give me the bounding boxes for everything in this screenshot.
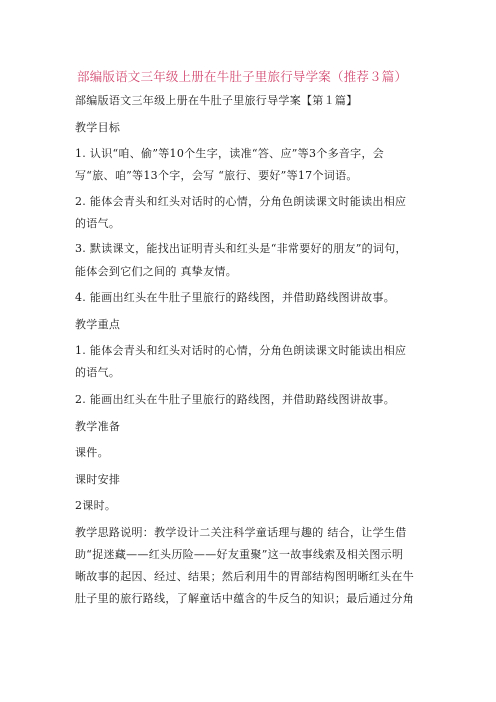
text-line: 教学重点	[75, 318, 121, 331]
text-line: 3. 默读课文，能找出证明青头和红头是“非常要好的朋友”的词句，	[75, 242, 407, 255]
text-line: 教学目标	[75, 121, 121, 134]
text-line: 助“捉迷藏——红头历险——好友重聚”这一故事线索及相关图示明	[75, 548, 404, 561]
text-line: 课件。	[75, 446, 109, 459]
text-line: 1. 认识“咱、偷”等10个生字，读准“答、应”等3个多音字，会	[75, 147, 385, 160]
text-line: 能体会到它们之间的 真挚友情。	[75, 265, 237, 278]
text-line: 的语气。	[75, 217, 121, 230]
text-line: 课时安排	[75, 473, 121, 486]
text-line: 1. 能体会青头和红头对话时的心情，分角色朗读课文时能读出相应	[75, 344, 407, 357]
text-line: 晰故事的起因、经过、结果；然后利用牛的胃部结构图明晰红头在牛	[75, 570, 414, 583]
text-line: 2课时。	[75, 499, 117, 512]
text-line: 的语气。	[75, 366, 121, 379]
text-line: 教学思路说明：教学设计二关注科学童话理与趣的 结合，让学生借	[75, 526, 407, 539]
text-line: 2. 能画出红头在牛肚子里旅行的路线图，并借助路线图讲故事。	[75, 393, 395, 406]
document-title: 部编版语文三年级上册在牛肚子里旅行导学案（推荐３篇）	[77, 69, 408, 84]
section-heading: 部编版语文三年级上册在牛肚子里旅行导学案【第１篇】	[75, 94, 358, 107]
text-line: 肚子里的旅行路线，了解童话中蕴含的牛反刍的知识；最后通过分角	[75, 592, 414, 605]
text-line: 写“旅、咱”等13个字，会写 “旅行、要好”等17个词语。	[75, 169, 358, 182]
text-line: 教学准备	[75, 420, 121, 433]
text-line: 4. 能画出红头在牛肚子里旅行的路线图，并借助路线图讲故事。	[75, 291, 395, 304]
text-line: 2. 能体会青头和红头对话时的心情，分角色朗读课文时能读出相应	[75, 195, 407, 208]
